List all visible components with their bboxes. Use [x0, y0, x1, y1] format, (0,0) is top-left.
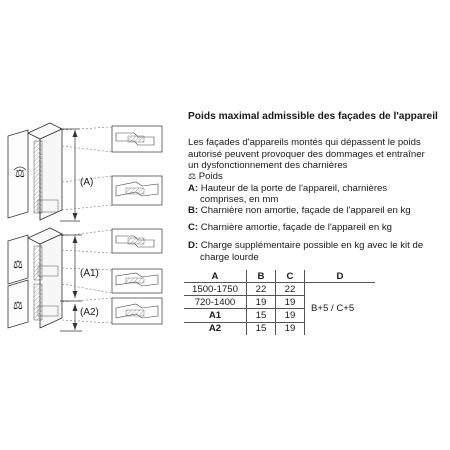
detail-box-lower-top	[112, 229, 162, 253]
detail-box-lower-bottom	[112, 298, 162, 324]
intro-line-1: Les façades d'appareils montés qui dépassent le poids	[188, 137, 421, 148]
table-cell: 15	[247, 322, 276, 335]
legend-a-key: A:	[188, 182, 199, 194]
table-cell: 22	[276, 283, 305, 296]
legend-c	[188, 222, 392, 234]
table-cell: 19	[276, 296, 305, 309]
dimension-label-a2: (A2)	[80, 307, 99, 318]
legend-b	[188, 205, 411, 217]
table-cell: 1500-1750	[184, 283, 247, 296]
dimension-label-a1: (A1)	[80, 268, 99, 279]
intro-line-3: un dysfonctionnement des charnières	[188, 160, 348, 171]
weight-icon-bottom-door: ⚖	[13, 299, 23, 312]
table-cell-d-value: B+5 / C+5	[305, 283, 376, 335]
table-cell: 22	[247, 283, 276, 296]
two-door-appliance	[8, 228, 62, 328]
table-header-d: D	[336, 270, 344, 282]
legend-b-key: B:	[188, 205, 199, 216]
table-cell: 720-1400	[184, 296, 247, 309]
legend-d-text-line2: charge lourde	[200, 252, 259, 263]
table-cell: 19	[247, 296, 276, 309]
table-cell: A2	[184, 322, 247, 335]
weight-icon: ⚖	[188, 172, 197, 182]
legend-c-text: Charnière amortie, façade de l'appareil en kg	[200, 222, 392, 233]
legend-d-text: Charge supplémentaire possible en kg avec le kit de	[200, 240, 424, 251]
dimension-a	[60, 129, 80, 221]
legend-d-key: D:	[188, 240, 199, 251]
intro-line-2: autorisé peuvent provoquer des dommages et entraîner	[188, 148, 425, 160]
section-title: Poids maximal admissible des façades de l'appareil	[188, 111, 438, 122]
weight-icon-top-door: ⚖	[13, 258, 23, 271]
table-header-c: C	[276, 270, 305, 283]
table-header-row	[184, 270, 375, 283]
table-cell: 19	[276, 309, 305, 322]
dimension-a1-a2	[60, 235, 82, 331]
table-header-b: B	[247, 270, 276, 283]
leader-lines	[62, 127, 112, 323]
legend-a	[188, 183, 387, 195]
detail-box-upper-bottom	[112, 176, 162, 205]
detail-box-lower-middle	[112, 269, 162, 293]
table-cell: 15	[247, 309, 276, 322]
table-header-a: A	[184, 270, 247, 283]
dimension-label-a: (A)	[80, 177, 94, 188]
table-cell: 19	[276, 322, 305, 335]
legend-weight-label: Poids	[198, 171, 223, 182]
table-cell: A1	[184, 309, 247, 322]
legend-b-text: Charnière non amortie, façade de l'appareil en kg	[200, 205, 411, 216]
detail-box-upper-top	[112, 126, 162, 152]
legend-c-key: C:	[188, 222, 199, 233]
legend-d	[188, 240, 423, 252]
table-row	[184, 283, 375, 296]
weight-icon: ⚖	[15, 167, 25, 180]
legend-a-text-line2: comprises, en mm	[200, 194, 279, 205]
legend-a-text: Hauteur de la porte de l'appareil, charnières	[200, 182, 388, 194]
weights-table	[184, 270, 375, 335]
